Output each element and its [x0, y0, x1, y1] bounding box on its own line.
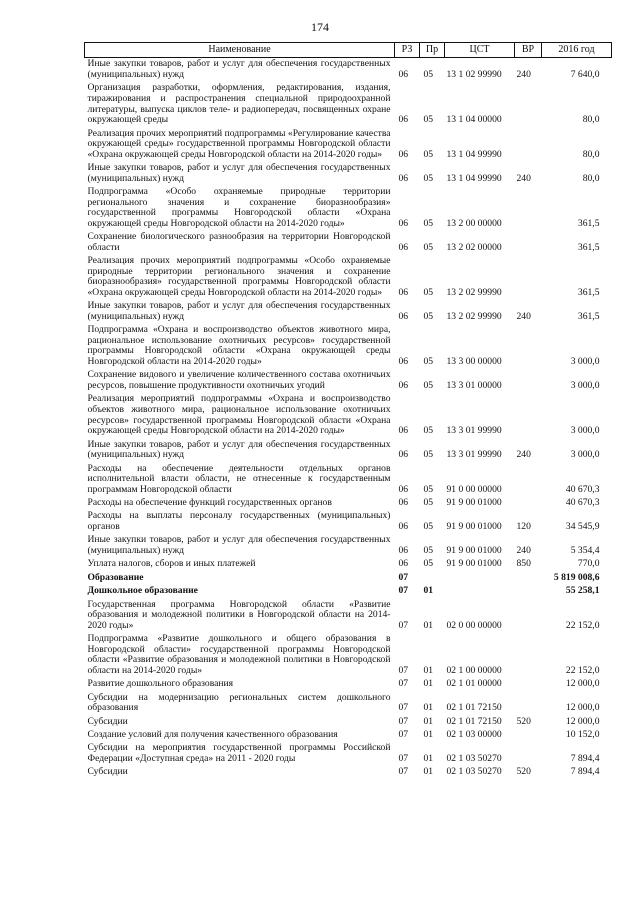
cell-vr: 240 — [516, 449, 531, 461]
cell-name: Организация разработки, оформления, редактирования, издания, тиражирования и распространения специальной природоохранной литературы, выпуска циклов теле- и радиопередач, посвященных охране окружающей среды — [87, 82, 391, 126]
cell-vr — [515, 742, 542, 766]
cell-name: Реализация прочих мероприятий подпрограммы «Особо охраняемые природные территории регионального значения и сохранение биоразнообразия» государственной программы Новгородской области «Охрана окружающей среды Новгородской области на 2014-2020 годы» — [87, 255, 391, 298]
cell-pr: 01 — [423, 664, 434, 676]
cell-cst — [445, 571, 515, 584]
cell-sum: 7 640,0 — [570, 68, 600, 80]
cell-rz: 06 — [398, 241, 409, 253]
cell-cst: 02 1 03 50270 — [446, 766, 502, 778]
cell-rz: 06 — [398, 148, 409, 160]
cell-pr: 01 — [423, 715, 434, 727]
table-row — [85, 571, 612, 584]
cell-sum: 770,0 — [577, 558, 600, 570]
cell-pr: 01 — [423, 752, 434, 764]
cell-cst — [445, 585, 515, 598]
cell-cst: 02 1 01 72150 — [446, 702, 502, 714]
cell-vr — [515, 82, 542, 127]
cell-pr: 05 — [423, 425, 434, 437]
table-row — [85, 186, 612, 231]
cell-rz: 06 — [398, 310, 409, 322]
cell-rz: 06 — [398, 497, 409, 509]
cell-vr — [515, 729, 542, 742]
header-cst: ЦСТ — [445, 43, 515, 58]
cell-cst: 13 3 01 99990 — [446, 449, 502, 461]
cell-vr: 240 — [516, 68, 531, 80]
header-name: Наименование — [85, 43, 395, 58]
cell-sum: 80,0 — [582, 172, 600, 184]
table-row — [85, 324, 612, 369]
table-row — [85, 393, 612, 438]
table-row — [85, 558, 612, 571]
table-row — [85, 715, 612, 728]
cell-name: Иные закупки товаров, работ и услуг для обеспечения государственных (муниципальных) нужд — [87, 58, 391, 80]
cell-rz: 06 — [398, 425, 409, 437]
cell-name: Подпрограмма «Развитие дошкольного и общего образования в Новгородской области» государственной программы Новгородской области «Развитие образования и молодежной политики в Новгородской области на 2014-2020 годы» — [87, 633, 391, 676]
cell-sum: 3 000,0 — [570, 425, 600, 437]
cell-pr: 05 — [423, 521, 434, 533]
table-row — [85, 510, 612, 534]
cell-rz: 06 — [398, 217, 409, 229]
cell-cst: 13 1 04 99990 — [446, 172, 502, 184]
cell-vr: 520 — [516, 715, 531, 727]
table-row — [85, 678, 612, 691]
cell-cst: 13 2 02 99990 — [446, 286, 502, 298]
cell-name: Расходы на обеспечение функций государственных органов — [87, 497, 332, 509]
cell-pr: 05 — [423, 172, 434, 184]
cell-pr: 05 — [423, 449, 434, 461]
cell-vr: 240 — [516, 172, 531, 184]
cell-sum: 361,5 — [577, 217, 600, 229]
cell-cst: 02 1 01 72150 — [446, 715, 502, 727]
cell-sum: 22 152,0 — [565, 664, 600, 676]
cell-vr: 520 — [516, 766, 531, 778]
cell-cst: 02 1 00 00000 — [446, 664, 502, 676]
cell-sum: 40 670,3 — [565, 497, 600, 509]
cell-vr — [515, 393, 542, 438]
table-row — [85, 585, 612, 598]
cell-rz: 07 — [398, 766, 409, 778]
cell-vr — [515, 571, 542, 584]
cell-pr: 05 — [423, 217, 434, 229]
table-row — [85, 58, 612, 82]
cell-name: Дошкольное образование — [87, 585, 198, 597]
cell-cst: 13 1 02 99990 — [446, 68, 502, 80]
cell-pr: 01 — [423, 585, 434, 597]
cell-rz: 07 — [398, 664, 409, 676]
table-row — [85, 300, 612, 324]
cell-sum: 3 000,0 — [570, 380, 600, 392]
cell-pr: 05 — [423, 148, 434, 160]
cell-pr: 01 — [423, 766, 434, 778]
page-number: 174 — [311, 20, 329, 34]
budget-table — [84, 42, 612, 779]
table-row — [85, 766, 612, 779]
cell-name: Субсидии — [87, 715, 128, 727]
cell-name: Сохранение видового и увеличение количественного состава охотничьих ресурсов, повышение продуктивности охотничьих угодий — [87, 369, 391, 392]
cell-pr: 01 — [423, 619, 434, 631]
cell-cst: 91 9 00 01000 — [446, 497, 502, 509]
cell-sum: 80,0 — [582, 148, 600, 160]
cell-cst: 91 0 00 00000 — [446, 483, 502, 495]
cell-name: Подпрограмма «Охрана и воспроизводство объектов животного мира, рациональное использование охотничьих ресурсов» государственной программы Новгородской области «Охрана окружающей среды Новгородской области на 2014-2020 годы» — [87, 324, 391, 368]
cell-sum: 40 670,3 — [565, 483, 600, 495]
cell-sum: 5 819 008,6 — [553, 571, 600, 583]
cell-name: Развитие дошкольного образования — [87, 678, 234, 690]
cell-pr: 05 — [423, 356, 434, 368]
table-row — [85, 127, 612, 162]
cell-name: Иные закупки товаров, работ и услуг для обеспечения государственных (муниципальных) нужд — [87, 162, 391, 184]
table-row — [85, 369, 612, 393]
cell-vr: 120 — [516, 521, 531, 533]
cell-name: Реализация мероприятий подпрограммы «Охрана и воспроизводство объектов животного мира, рациональное использование охотничьих ресурсов» государственной программы Новгородской области «Охрана окружающей среды Новгородской области на 2014-2020 годы» — [87, 393, 391, 437]
cell-pr: 05 — [423, 380, 434, 392]
cell-cst: 13 2 02 99990 — [446, 310, 502, 322]
cell-vr: 240 — [516, 545, 531, 557]
cell-vr — [515, 633, 542, 678]
cell-pr: 05 — [423, 68, 434, 80]
cell-name: Подпрограмма «Особо охраняемые природные территории регионального значения и сохранение биоразнообразия» государственной программы Новгородской области «Охрана окружающей среды Новгородской области на 2014-2020 годы» — [87, 186, 391, 229]
table-row — [85, 255, 612, 300]
cell-vr — [515, 255, 542, 300]
cell-cst: 02 1 03 00000 — [446, 728, 502, 740]
cell-vr — [515, 231, 542, 255]
cell-pr: 01 — [423, 678, 434, 690]
table-row — [85, 742, 612, 766]
cell-vr — [515, 369, 542, 393]
cell-pr: 01 — [423, 728, 434, 740]
cell-sum: 12 000,0 — [565, 678, 600, 690]
cell-sum: 22 152,0 — [565, 619, 600, 631]
cell-vr — [515, 598, 542, 633]
cell-sum: 7 894,4 — [570, 766, 600, 778]
header-pr: Пр — [420, 43, 445, 58]
cell-cst: 02 1 01 00000 — [446, 678, 502, 690]
cell-sum: 10 152,0 — [565, 728, 600, 740]
table-row — [85, 231, 612, 255]
cell-pr — [420, 571, 445, 584]
cell-vr: 240 — [516, 310, 531, 322]
cell-pr: 05 — [423, 558, 434, 570]
cell-rz: 06 — [398, 172, 409, 184]
cell-sum: 361,5 — [577, 241, 600, 253]
cell-pr: 05 — [423, 114, 434, 126]
cell-rz: 06 — [398, 483, 409, 495]
cell-name: Расходы на выплаты персоналу государственных (муниципальных) органов — [87, 510, 391, 533]
cell-pr: 05 — [423, 310, 434, 322]
cell-cst: 13 3 00 00000 — [446, 356, 502, 368]
cell-cst: 02 0 00 00000 — [446, 619, 502, 631]
cell-vr — [515, 691, 542, 715]
header-rz: РЗ — [395, 43, 420, 58]
cell-vr — [515, 678, 542, 691]
table-row — [85, 162, 612, 186]
cell-pr: 05 — [423, 286, 434, 298]
cell-vr — [515, 462, 542, 497]
cell-pr: 01 — [423, 702, 434, 714]
cell-cst: 91 9 00 01000 — [446, 558, 502, 570]
cell-cst: 02 1 03 50270 — [446, 752, 502, 764]
cell-rz: 07 — [398, 728, 409, 740]
header-vr: ВР — [515, 43, 542, 58]
cell-sum: 55 258,1 — [565, 585, 600, 597]
cell-rz: 06 — [398, 380, 409, 392]
cell-cst: 13 3 01 00000 — [446, 380, 502, 392]
cell-rz: 06 — [398, 558, 409, 570]
cell-rz: 07 — [398, 571, 409, 583]
cell-rz: 06 — [398, 545, 409, 557]
table-row — [85, 82, 612, 127]
cell-rz: 07 — [398, 702, 409, 714]
cell-pr: 05 — [423, 241, 434, 253]
cell-sum: 361,5 — [577, 310, 600, 322]
cell-rz: 06 — [398, 114, 409, 126]
cell-rz: 07 — [398, 585, 409, 597]
cell-vr — [515, 186, 542, 231]
cell-rz: 06 — [398, 286, 409, 298]
cell-sum: 34 545,9 — [565, 521, 600, 533]
cell-sum: 7 894,4 — [570, 752, 600, 764]
cell-name: Образование — [87, 571, 144, 583]
table-row — [85, 691, 612, 715]
cell-sum: 12 000,0 — [565, 702, 600, 714]
table-row — [85, 534, 612, 558]
table-row — [85, 462, 612, 497]
cell-sum: 361,5 — [577, 286, 600, 298]
cell-cst: 91 9 00 01000 — [446, 545, 502, 557]
cell-name: Сохранение биологического разнообразия на территории Новгородской области — [87, 231, 391, 253]
cell-rz: 07 — [398, 715, 409, 727]
cell-rz: 06 — [398, 521, 409, 533]
cell-pr: 05 — [423, 545, 434, 557]
table-row — [85, 497, 612, 510]
table-row — [85, 729, 612, 742]
cell-sum: 5 354,4 — [570, 545, 600, 557]
cell-cst: 13 2 00 00000 — [446, 217, 502, 229]
table-body — [85, 58, 612, 780]
table-row — [85, 633, 612, 678]
cell-sum: 3 000,0 — [570, 356, 600, 368]
cell-rz: 07 — [398, 619, 409, 631]
cell-rz: 06 — [398, 356, 409, 368]
cell-sum: 80,0 — [582, 114, 600, 126]
cell-name: Субсидии — [87, 766, 128, 778]
cell-name: Субсидии на мероприятия государственной программы Российской Федерации «Доступная среда» на 2011 - 2020 годы — [87, 742, 391, 764]
table-header-row — [85, 43, 612, 58]
cell-name: Создание условий для получения качественного образования — [87, 728, 338, 740]
cell-name: Иные закупки товаров, работ и услуг для обеспечения государственных (муниципальных) нужд — [87, 300, 391, 322]
cell-rz: 06 — [398, 68, 409, 80]
cell-vr: 850 — [516, 558, 531, 570]
header-sum: 2016 год — [542, 43, 612, 58]
cell-name: Расходы на обеспечение деятельности отдельных органов исполнительной власти области, не отнесенные к государственным программам Новгородской области — [87, 462, 391, 495]
cell-rz: 07 — [398, 678, 409, 690]
cell-cst: 91 9 00 01000 — [446, 521, 502, 533]
cell-cst: 13 2 02 00000 — [446, 241, 502, 253]
table-row — [85, 438, 612, 462]
cell-cst: 13 3 01 99990 — [446, 425, 502, 437]
cell-vr — [515, 585, 542, 598]
table-row — [85, 598, 612, 633]
cell-cst: 13 1 04 00000 — [446, 114, 502, 126]
cell-rz: 06 — [398, 449, 409, 461]
cell-vr — [515, 324, 542, 369]
cell-name: Государственная программа Новгородской области «Развитие образования и молодежной политики в Новгородской области на 2014-2020 годы» — [87, 598, 391, 631]
cell-vr — [515, 127, 542, 162]
cell-cst: 13 1 04 99990 — [446, 148, 502, 160]
cell-name: Реализация прочих мероприятий подпрограммы «Регулирование качества окружающей среды» государственной программы Новгородской области «Охрана окружающей среды Новгородской области на 2014-2020 годы» — [87, 127, 391, 160]
cell-name: Субсидии на модернизацию региональных систем дошкольного образования — [87, 691, 391, 714]
cell-sum: 12 000,0 — [565, 715, 600, 727]
cell-name: Уплата налогов, сборов и иных платежей — [87, 558, 256, 570]
cell-name: Иные закупки товаров, работ и услуг для обеспечения государственных (муниципальных) нужд — [87, 438, 391, 461]
cell-rz: 07 — [398, 752, 409, 764]
cell-pr: 05 — [423, 483, 434, 495]
cell-pr: 05 — [423, 497, 434, 509]
cell-name: Иные закупки товаров, работ и услуг для обеспечения государственных (муниципальных) нужд — [87, 534, 391, 557]
cell-vr — [515, 497, 542, 510]
cell-sum: 3 000,0 — [570, 449, 600, 461]
